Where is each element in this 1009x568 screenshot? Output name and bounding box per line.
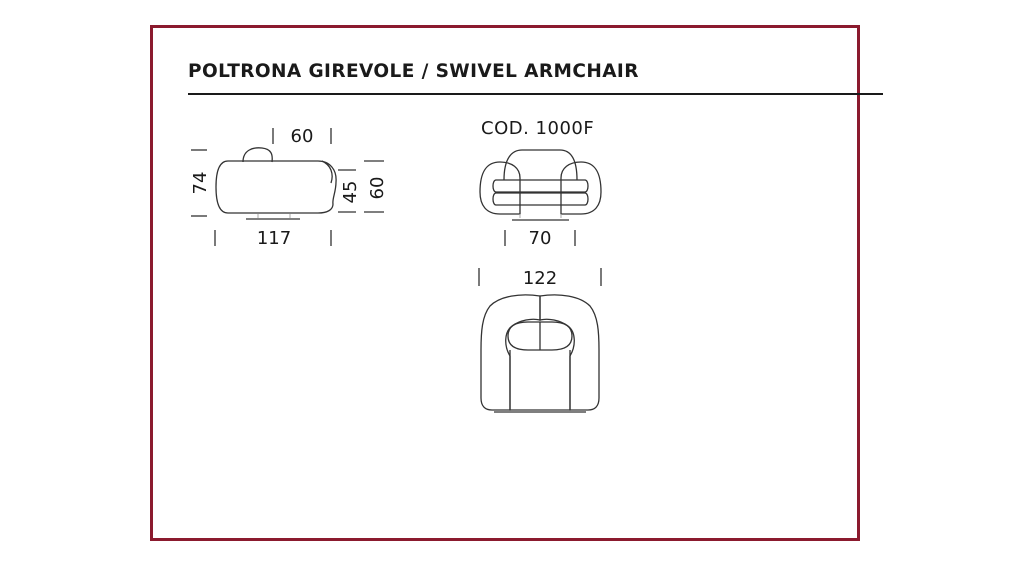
- front-arm-left: [480, 162, 520, 214]
- dim-side-arm-height: 60: [367, 176, 388, 200]
- front-seat-front: [493, 193, 588, 205]
- side-headrest: [243, 148, 272, 162]
- front-backrest: [504, 150, 577, 180]
- dim-front-width: 70: [528, 228, 552, 249]
- front-arm-right: [561, 162, 601, 214]
- page-title: POLTRONA GIREVOLE / SWIVEL ARMCHAIR: [188, 61, 639, 82]
- side-cushion-line: [322, 161, 332, 183]
- side-body: [216, 161, 336, 213]
- dim-side-seat-height: 45: [340, 180, 361, 204]
- top-seat: [510, 350, 570, 410]
- side-view: [190, 126, 388, 249]
- top-view: [479, 268, 601, 412]
- product-code: COD. 1000F: [481, 118, 595, 139]
- front-view: [480, 150, 601, 249]
- dim-side-top-depth: 60: [290, 126, 314, 147]
- dim-side-height: 74: [190, 171, 211, 195]
- dim-side-width: 117: [256, 228, 292, 249]
- dim-top-width: 122: [522, 268, 558, 289]
- front-seat-top: [493, 180, 588, 192]
